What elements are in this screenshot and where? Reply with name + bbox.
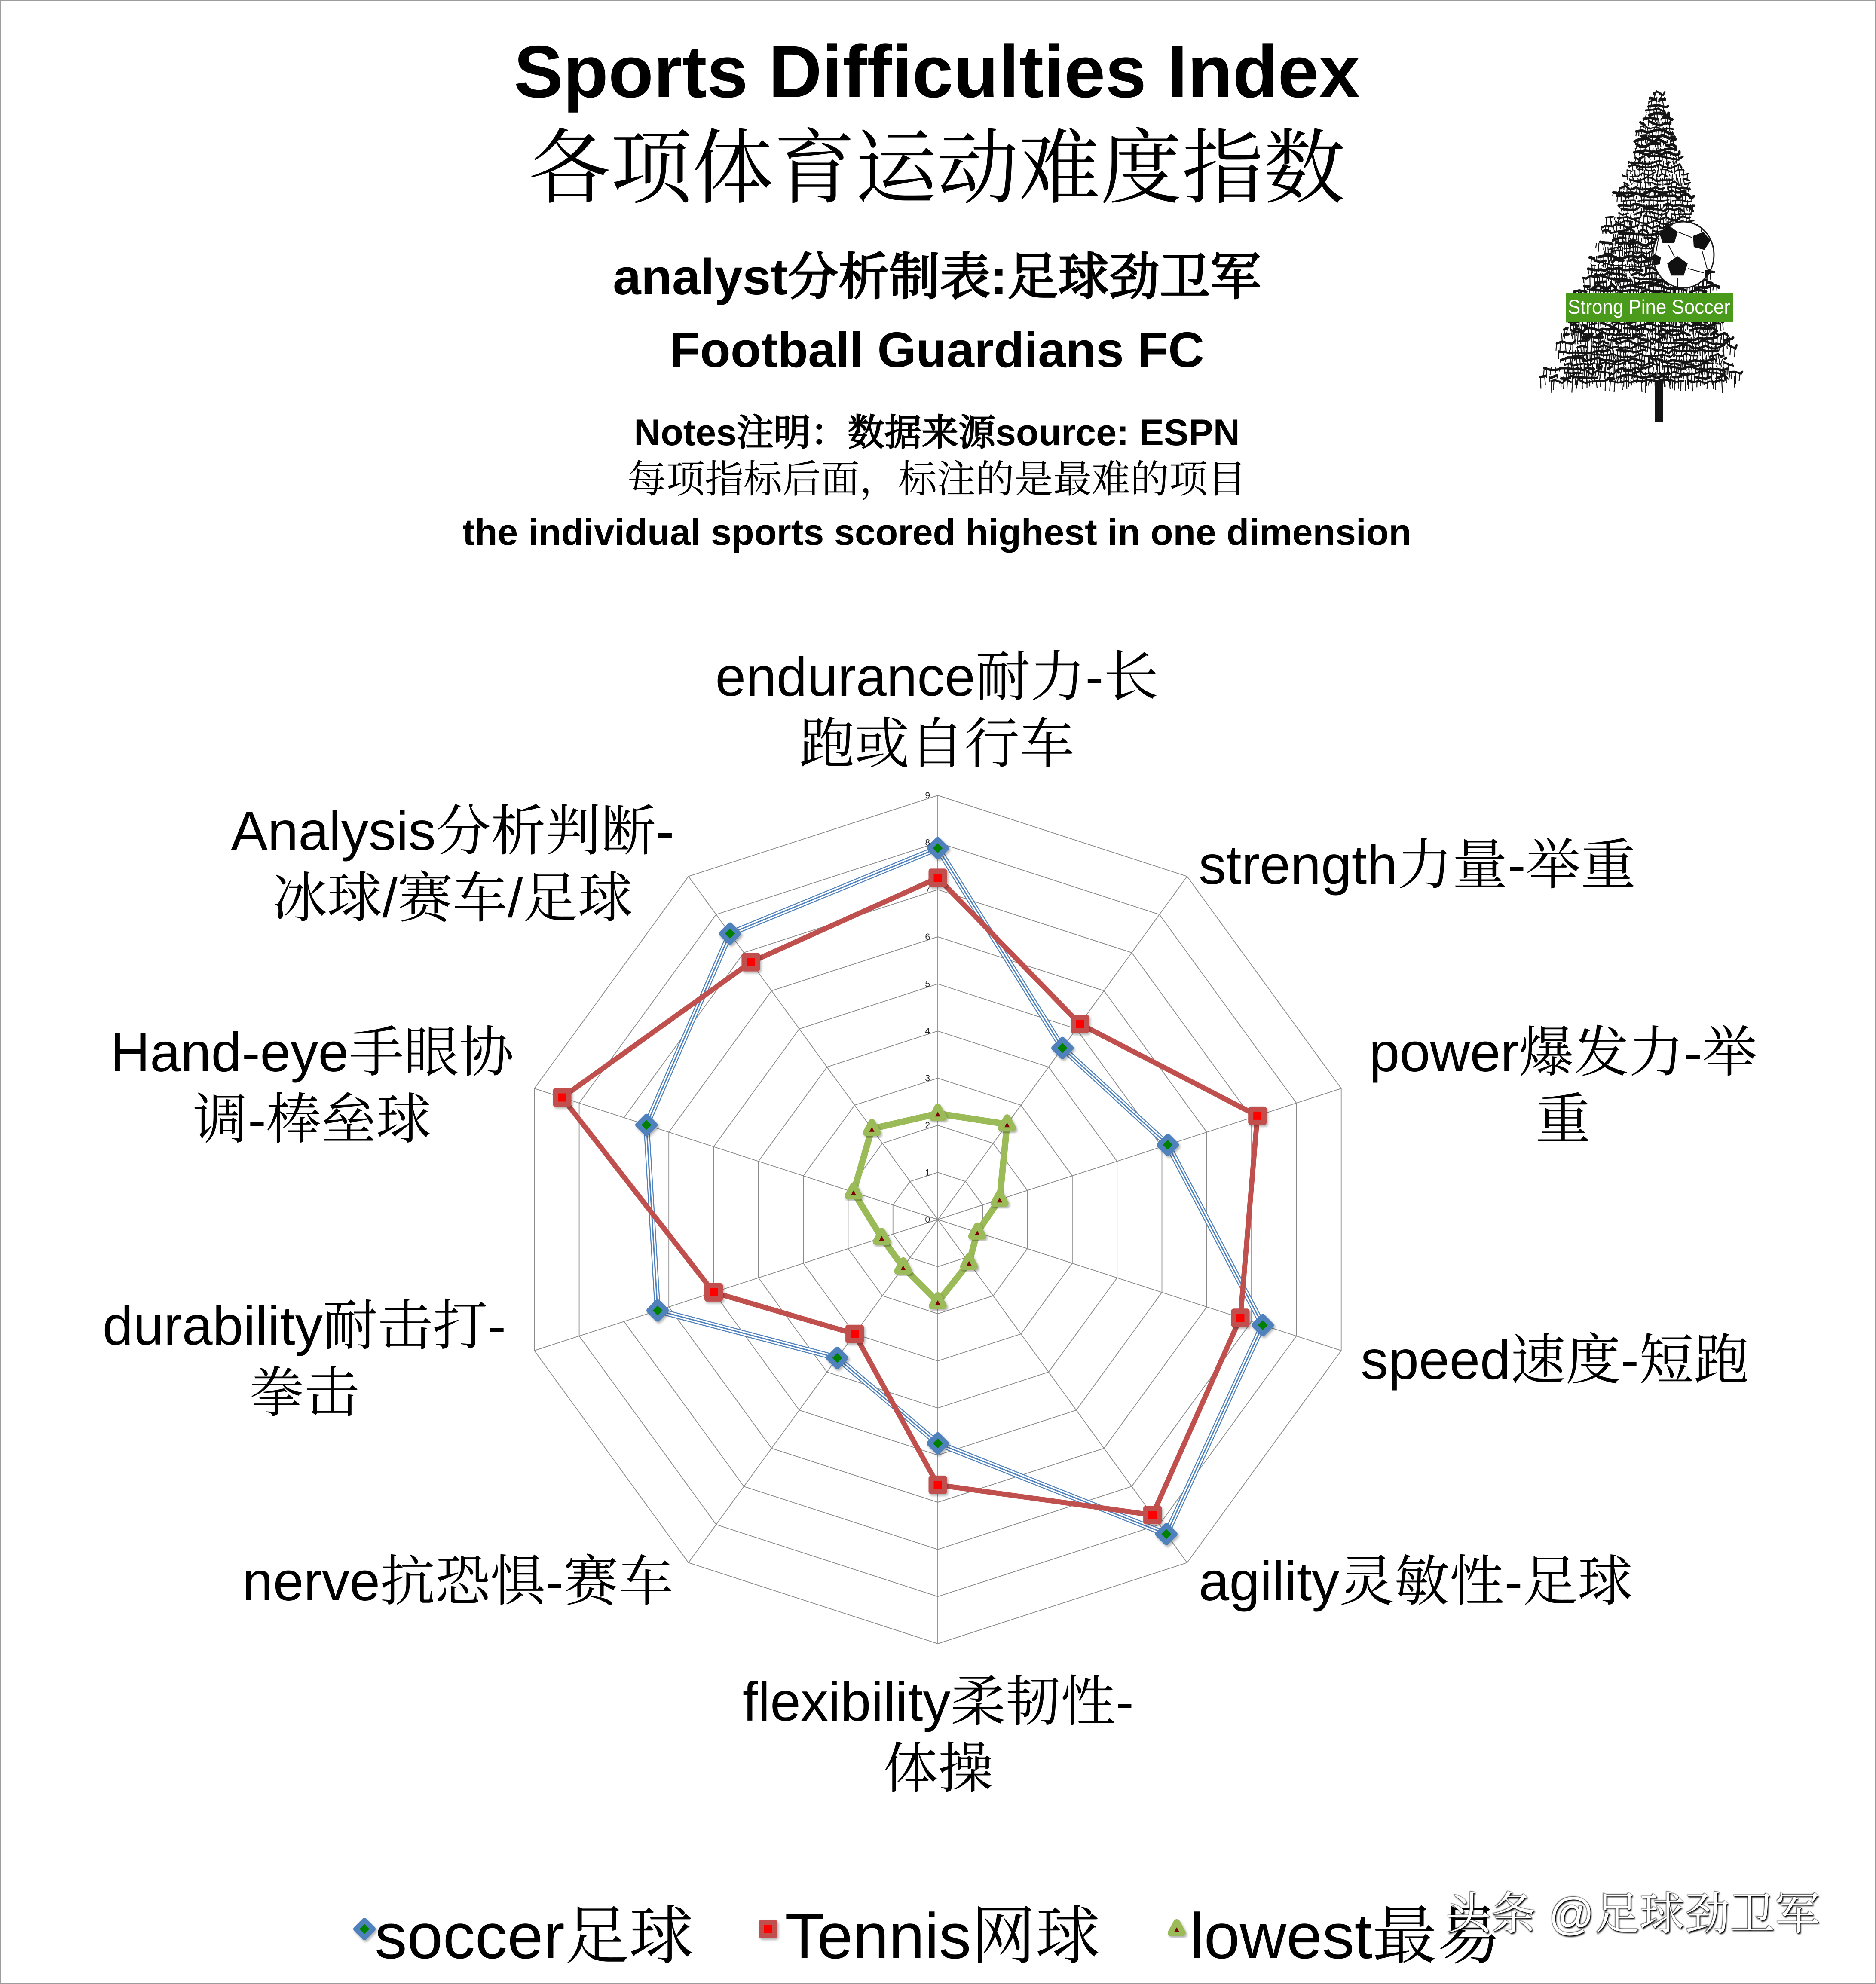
notes-source: Notes注明：数据来源source: ESPN — [634, 412, 1240, 453]
radial-tick-label: 5 — [925, 979, 930, 989]
radial-tick-label: 3 — [925, 1073, 930, 1083]
axis-label-line: 跑或自行车 — [799, 713, 1074, 775]
axis-label-agility — [1199, 1548, 1843, 1615]
grid-spoke — [938, 1220, 1341, 1351]
axis-label-line: strength力量-举重 — [1199, 835, 1636, 896]
data-point-soccer-nerve — [829, 1349, 846, 1366]
tree-branch — [1650, 113, 1668, 116]
tree-branch — [1650, 98, 1665, 100]
data-point-soccer-analysis — [722, 925, 739, 942]
tree-branch — [1620, 186, 1690, 190]
series-line — [646, 848, 1263, 1534]
data-point-tennis-agility — [1146, 1508, 1159, 1522]
series-soccer — [638, 840, 1271, 1543]
data-point-lowest-strength — [1001, 1118, 1013, 1128]
axis-label-line: nerve抗恐惧-赛车 — [242, 1551, 673, 1612]
diamond-marker-icon — [929, 1435, 946, 1452]
legend-label-tennis: Tennis网球 — [785, 1900, 1100, 1972]
axis-label-line: Hand-eye手眼协 — [110, 1022, 514, 1083]
square-marker-icon — [1234, 1311, 1247, 1324]
data-point-tennis-nerve — [848, 1327, 861, 1341]
data-point-soccer-strength — [1054, 1039, 1071, 1057]
axis-label-analysis — [195, 798, 710, 932]
axis-label-flexibility — [637, 1669, 1239, 1803]
axis-label-line: durability耐击打- — [102, 1295, 506, 1357]
diamond-marker-icon — [722, 925, 739, 942]
series-line-gap — [646, 848, 1263, 1534]
square-marker-icon — [848, 1327, 861, 1341]
tree-branch — [1648, 105, 1668, 107]
radial-tick-label: 4 — [925, 1026, 930, 1036]
radial-tick-label: 0 — [925, 1215, 930, 1225]
axis-label-line: agility灵敏性-足球 — [1199, 1551, 1633, 1612]
strong-pine-soccer-logo — [1530, 84, 1754, 428]
data-point-tennis-flexibility — [931, 1478, 945, 1492]
title-english: Sports Difficulties Index — [514, 31, 1360, 113]
analyst-credit: analyst分析制表:足球劲卫军 — [613, 249, 1261, 306]
data-point-lowest-durability — [876, 1231, 888, 1241]
team-name: Football Guardians FC — [670, 322, 1204, 378]
axis-label-line: speed速度-短跑 — [1361, 1330, 1749, 1391]
data-point-lowest-hand-eye — [848, 1186, 859, 1196]
data-point-soccer-hand-eye — [638, 1116, 655, 1134]
legend-diamond-icon — [356, 1920, 373, 1938]
axis-label-line: power爆发力-举 — [1369, 1022, 1757, 1083]
legend-label-lowest: lowest最易 — [1190, 1900, 1502, 1972]
axis-label-line: 体操 — [883, 1738, 993, 1800]
data-point-lowest-flexibility — [932, 1296, 943, 1306]
notes-explanation-en: the individual sports scored highest in one dimension — [462, 512, 1411, 553]
data-point-tennis-power — [1251, 1109, 1264, 1122]
square-marker-icon — [931, 1478, 945, 1492]
radial-tick-label: 1 — [925, 1168, 930, 1178]
data-point-lowest-speed — [972, 1226, 983, 1236]
axis-label-line: endurance耐力-长 — [715, 646, 1159, 708]
data-point-tennis-strength — [1073, 1017, 1086, 1030]
legend-square-icon — [762, 1923, 775, 1936]
square-marker-icon — [1073, 1017, 1086, 1030]
square-marker-icon — [1251, 1109, 1264, 1122]
title-chinese: 各项体育运动难度指数 — [528, 123, 1345, 214]
diamond-marker-icon — [1254, 1317, 1271, 1334]
radial-tick-label: 6 — [925, 932, 930, 942]
radial-tick-label: 8 — [925, 838, 930, 848]
series-line-center — [646, 848, 1263, 1534]
axis-label-line: 冰球/赛车/足球 — [272, 868, 633, 929]
legend-marker-tennis — [753, 1914, 783, 1944]
diamond-marker-icon — [829, 1349, 846, 1366]
diamond-marker-icon — [1158, 1525, 1175, 1543]
tree-branch — [1629, 161, 1678, 164]
axis-label-line: 调-棒垒球 — [193, 1089, 432, 1150]
tree-branch — [1622, 208, 1693, 211]
square-marker-icon — [1146, 1508, 1159, 1522]
axis-label-line: Analysis分析判断- — [231, 801, 674, 862]
data-point-soccer-flexibility — [929, 1435, 946, 1452]
tree-branch — [1634, 151, 1680, 156]
data-point-soccer-durability — [649, 1302, 666, 1319]
logo-banner-text: Strong Pine Soccer — [1568, 296, 1730, 318]
diamond-marker-icon — [1159, 1136, 1176, 1153]
data-point-lowest-agility — [964, 1256, 975, 1266]
data-point-tennis-endurance — [931, 871, 945, 884]
axis-label-power — [1348, 1019, 1778, 1153]
axis-label-line: 重 — [1535, 1089, 1591, 1150]
axis-label-durability — [46, 1293, 562, 1427]
tree-branch — [1561, 358, 1726, 362]
legend-triangle-icon — [1171, 1923, 1182, 1933]
data-point-soccer-agility — [1158, 1525, 1175, 1543]
radial-tick-label: 9 — [925, 791, 930, 801]
diamond-marker-icon — [1054, 1039, 1071, 1057]
series-line — [854, 1113, 1007, 1302]
diamond-marker-icon — [649, 1302, 666, 1319]
notes-explanation-cn: 每项指标后面，标注的是最难的项目 — [627, 458, 1246, 501]
axis-label-hand-eye — [54, 1019, 570, 1153]
axis-label-line: 拳击 — [249, 1362, 359, 1424]
data-point-lowest-endurance — [932, 1107, 943, 1117]
data-point-tennis-durability — [707, 1286, 720, 1299]
data-point-soccer-power — [1159, 1136, 1176, 1153]
data-point-lowest-power — [994, 1193, 1005, 1203]
tree-branch — [1642, 148, 1675, 151]
legend-label-soccer: soccer足球 — [375, 1900, 694, 1972]
axis-label-endurance — [636, 644, 1238, 778]
watermark: 头条 @足球劲卫军 — [1446, 1889, 1820, 1939]
tree-needles — [1551, 380, 1722, 393]
data-point-tennis-speed — [1234, 1311, 1247, 1324]
data-point-lowest-analysis — [866, 1122, 878, 1133]
data-point-tennis-analysis — [744, 956, 757, 969]
series-tennis — [556, 871, 1264, 1522]
radial-tick-label: 2 — [925, 1120, 930, 1131]
square-marker-icon — [744, 956, 757, 969]
legend-marker-lowest — [1162, 1914, 1192, 1944]
grid-spoke — [534, 1088, 938, 1220]
diamond-marker-icon — [929, 840, 946, 857]
square-marker-icon — [931, 871, 945, 884]
axis-label-line: flexibility柔韧性- — [742, 1671, 1134, 1733]
square-marker-icon — [707, 1286, 720, 1299]
data-point-soccer-endurance — [929, 840, 946, 857]
tree-branch — [1619, 211, 1691, 215]
radial-tick-label: 7 — [925, 885, 930, 895]
axis-label-strength — [1199, 832, 1843, 899]
series-lowest — [848, 1107, 1013, 1306]
axis-label-nerve — [158, 1548, 673, 1615]
diamond-marker-icon — [356, 1920, 373, 1938]
data-point-soccer-speed — [1254, 1317, 1271, 1334]
data-point-lowest-nerve — [897, 1261, 909, 1271]
diamond-marker-icon — [638, 1116, 655, 1134]
axis-label-speed — [1361, 1327, 1855, 1394]
tree-branch — [1571, 323, 1723, 327]
square-marker-icon — [762, 1923, 775, 1936]
tree-trunk — [1655, 380, 1663, 422]
